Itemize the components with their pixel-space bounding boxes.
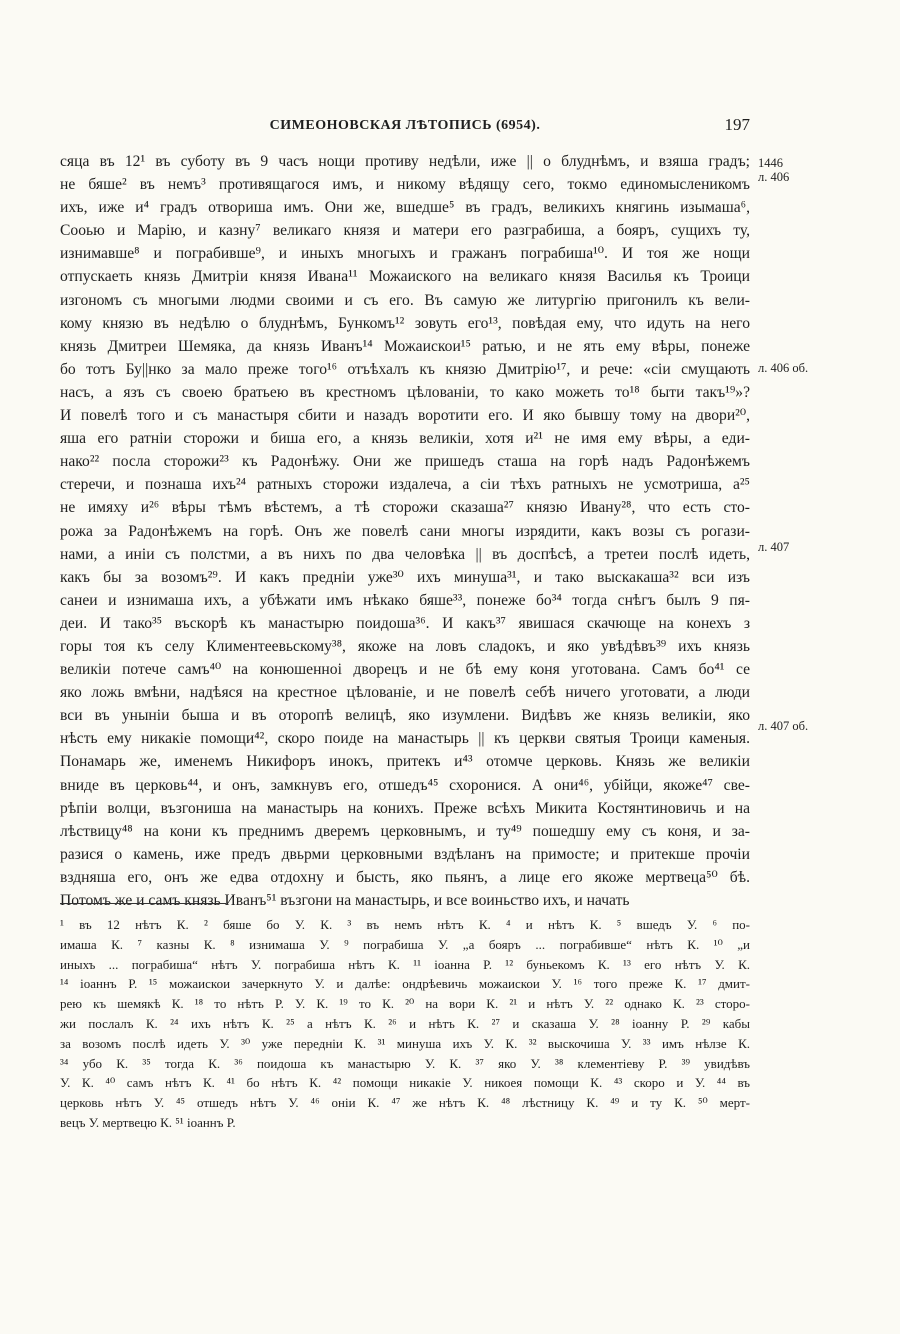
- body-line: какъ бы за возомъ²⁹. И какъ предніи уже³⁰ ихъ минуша³¹, и тако выскакаша³² вси изъ: [60, 568, 750, 586]
- running-head: [60, 115, 750, 138]
- footnote-line: церковь нѣтъ У. ⁴⁵ отшедъ нѣтъ У. ⁴⁶ оніи К. ⁴⁷ же нѣтъ К. ⁴⁸ лѣстницу К. ⁴⁹ и ту К. ⁵⁰ мерт-: [60, 1095, 750, 1111]
- body-line: вздняша его, онъ же едва отдохну и бысть, яко пьянъ, а лице его якоже мертвеца⁵⁰ бѣ.: [60, 868, 750, 886]
- body-line: изнимавше⁸ и пограбивше⁹, и иныхъ многыхъ и гражанъ пограбиша¹⁰. И тоя же нощи: [60, 245, 750, 263]
- body-line: горы тоя къ селу Климентеевьскому³⁸, якоже на ловъ сладокъ, и яко увѣдѣвъ³⁹ ихъ князь: [60, 637, 750, 655]
- footnote-line: жи послалъ К. ²⁴ ихъ нѣтъ К. ²⁵ а нѣтъ К. ²⁶ и нѣтъ К. ²⁷ и сказаша У. ²⁸ іоанну Р. ²⁹ кабы: [60, 1015, 750, 1031]
- body-line: бо тотъ Бу||нко за мало преже того¹⁶ отъѣхалъ къ князю Дмитрію¹⁷, и рече: «сіи смущають: [60, 360, 750, 378]
- body-line: вси въ уныніи быша и въ оторопѣ велицѣ, яко изумлени. Видѣвъ же князь великіи, яко: [60, 707, 750, 725]
- body-line: рѣпіи волци, възгониша на манастырь на конихъ. Преже всѣхъ Микита Костянтиновичь и на: [60, 799, 750, 817]
- footnote-line: за возомъ послѣ идеть У. ³⁰ уже передніи К. ³¹ минуша ихъ У. К. ³² выскочиша У. ³³ имъ нѣлзе К.: [60, 1035, 750, 1051]
- body-line: не имяху и²⁶ вѣры тѣмъ вѣстемъ, а тѣ сторожи сказаша²⁷ князю Ивану²⁸, что есть сто-: [60, 499, 750, 517]
- body-line: отпускаеть князь Дмитріи князя Ивана¹¹ Можаиского на великаго князя Василья къ Троици: [60, 268, 750, 286]
- body-line: санеи и изнимаша ихъ, а убѣжати имъ нѣкако бяше³³, понеже бо³⁴ тогда снѣгъ былъ 9 пя-: [60, 591, 750, 609]
- body-line: нѣсть ему никакіе помощи⁴², скоро поиде на манастырь || къ церкви святыя Троици каменыя.: [60, 730, 750, 748]
- body-line: изгономъ съ многыми людми своими и съ его. Въ самую же литургію пригонилъ къ вели-: [60, 291, 750, 309]
- body-line: великіи потече самъ⁴⁰ на конюшенноі дворецъ и не бѣ ему коня уготована. Самъ бо⁴¹ се: [60, 661, 750, 679]
- footnotes: [60, 915, 750, 1133]
- footnote-line: вецъ У. мертвецю К. ⁵¹ іоаннъ Р.: [60, 1114, 236, 1130]
- body-line: нами, а иніи съ полстми, а въ нихъ по два человѣка || въ доспѣсѣ, а третеи послѣ идеть,: [60, 545, 750, 563]
- footnote-line: имаша К. ⁷ казны К. ⁸ изнимаша У. ⁹ пограбиша У. „а бояръ ... пограбивше“ нѣтъ К. ¹⁰ „и: [60, 936, 750, 952]
- body-line: лѣствицу⁴⁸ на кони къ преднимъ дверемъ церковнымъ, и ту⁴⁹ пошедшу ему съ коня, и за-: [60, 822, 750, 840]
- footnote-line: ¹⁴ іоаннъ Р. ¹⁵ можаискои зачеркнуто У. и далѣе: ондрѣевичь можаискои У. ¹⁶ того преже К. ¹⁷ дмит-: [60, 976, 750, 992]
- body-text: [60, 150, 750, 912]
- body-line: князь Дмитреи Шемяка, да князь Иванъ¹⁴ Можаискои¹⁵ ратью, и не ять ему вѣры, понеже: [60, 337, 750, 355]
- footnote-divider: [60, 903, 226, 904]
- body-line: рожа за Радонѣжемъ на горѣ. Онъ же повелѣ сани многы изрядити, какъ возы съ рогази-: [60, 522, 750, 540]
- body-line: яша его ратніи сторожи и биша его, а князь великіи, хотя и²¹ не имя ему вѣры, а еди-: [60, 430, 750, 448]
- page-title: СИМЕОНОВСКАЯ ЛѢТОПИСЬ (6954).: [269, 118, 541, 133]
- body-line: ихъ, иже и⁴ градъ отвориша имъ. Они же, вшедше⁵ въ градъ, великихъ княгинь изымаша⁶,: [60, 199, 750, 217]
- footnote-line: ³⁴ убо К. ³⁵ тогда К. ³⁶ поидоша къ манастырю У. К. ³⁷ яко У. ³⁸ клементіеву Р. ³⁹ увидѣвъ: [60, 1055, 750, 1071]
- body-line: не бяше² въ немъ³ противящагося имъ, и никому вѣдящу сего, токмо единомысленикомъ: [60, 176, 750, 194]
- margin-note-folio: л. 407 об.: [758, 719, 809, 733]
- margin-note-year: 1446: [758, 156, 783, 170]
- body-line: насъ, а язъ съ своею братьею въ крестномъ цѣлованіи, то како можеть то¹⁸ быти такъ¹⁹»?: [60, 383, 750, 401]
- footnote-line: ¹ въ 12 нѣтъ К. ² бяше бо У. К. ³ въ немъ нѣтъ К. ⁴ и нѣтъ К. ⁵ вшедъ У. ⁶ по-: [60, 917, 750, 932]
- body-line: вниде въ церковь⁴⁴, и онъ, замкнувъ его, отшедъ⁴⁵ схоронися. А они⁴⁶, убійци, якоже⁴⁷ све-: [60, 776, 750, 794]
- body-line: деи. И тако³⁵ въскорѣ къ манастырю поидоша³⁶. И какъ³⁷ явишася скачюще на конехъ з: [60, 614, 750, 632]
- footnote-line: рею къ шемякѣ К. ¹⁸ то нѣтъ Р. У. К. ¹⁹ то К. ²⁰ на вори К. ²¹ и нѣтъ У. ²² однако К. ²³ сторо-: [60, 996, 750, 1012]
- body-line: кому князю въ недѣлю о блуднѣмъ, Бункомъ¹² зовуть его¹³, повѣдая ему, что идуть на него: [60, 314, 750, 332]
- body-line: И повелѣ того и съ манастыря сбити и назадъ воротити его. И яко бывшу тому на двори²⁰,: [60, 407, 750, 425]
- body-line: Потомъ же и самъ князь Иванъ⁵¹ възгони на манастырь, и все воиньство ихъ, и начать: [60, 892, 630, 909]
- body-line: разися о камень, иже предъ двьрми церковными вздѣланъ на примосте; и притекше прочіи: [60, 845, 750, 863]
- page-number: 197: [724, 115, 750, 134]
- body-line: сяца въ 12¹ въ суботу въ 9 часъ нощи противу недѣли, иже || о блуднѣмъ, и взяша градъ;: [60, 153, 750, 170]
- body-line: Сооью и Марію, и казну⁷ великаго князя и матери его разграбиша, а бояръ, сущихъ ту,: [60, 222, 750, 240]
- margin-note-folio: л. 406 об.: [758, 361, 809, 375]
- body-line: стеречи, и познаша ихъ²⁴ ратныхъ сторожи издалеча, а сіи тѣхъ ратныхъ не усмотриша, а²⁵: [60, 476, 750, 494]
- body-line: яко ложь вмѣни, надѣяся на крестное цѣлованіе, и не повелѣ себѣ ничего уготовати, а люди: [60, 684, 750, 702]
- footnote-line: У. К. ⁴⁰ самъ нѣтъ К. ⁴¹ бо нѣтъ К. ⁴² помощи никакіе У. никоея помощи К. ⁴³ скоро и У. ⁴⁴ въ: [60, 1075, 750, 1091]
- body-line: Понамарь же, именемъ Никифоръ инокъ, притекъ и⁴³ отомче церковь. Князь же великіи: [60, 753, 750, 771]
- margin-note-folio: л. 407: [758, 540, 790, 554]
- margin-note-folio: л. 406: [758, 170, 790, 184]
- body-line: нако²² посла сторожи²³ къ Радонѣжу. Они же пришедъ сташа на горѣ надъ Радонѣжемъ: [60, 453, 750, 471]
- footnote-line: иныхъ ... пограбиша“ нѣтъ У. пограбиша нѣтъ К. ¹¹ іоанна Р. ¹² буньекомъ К. ¹³ его нѣтъ У. К.: [60, 956, 750, 972]
